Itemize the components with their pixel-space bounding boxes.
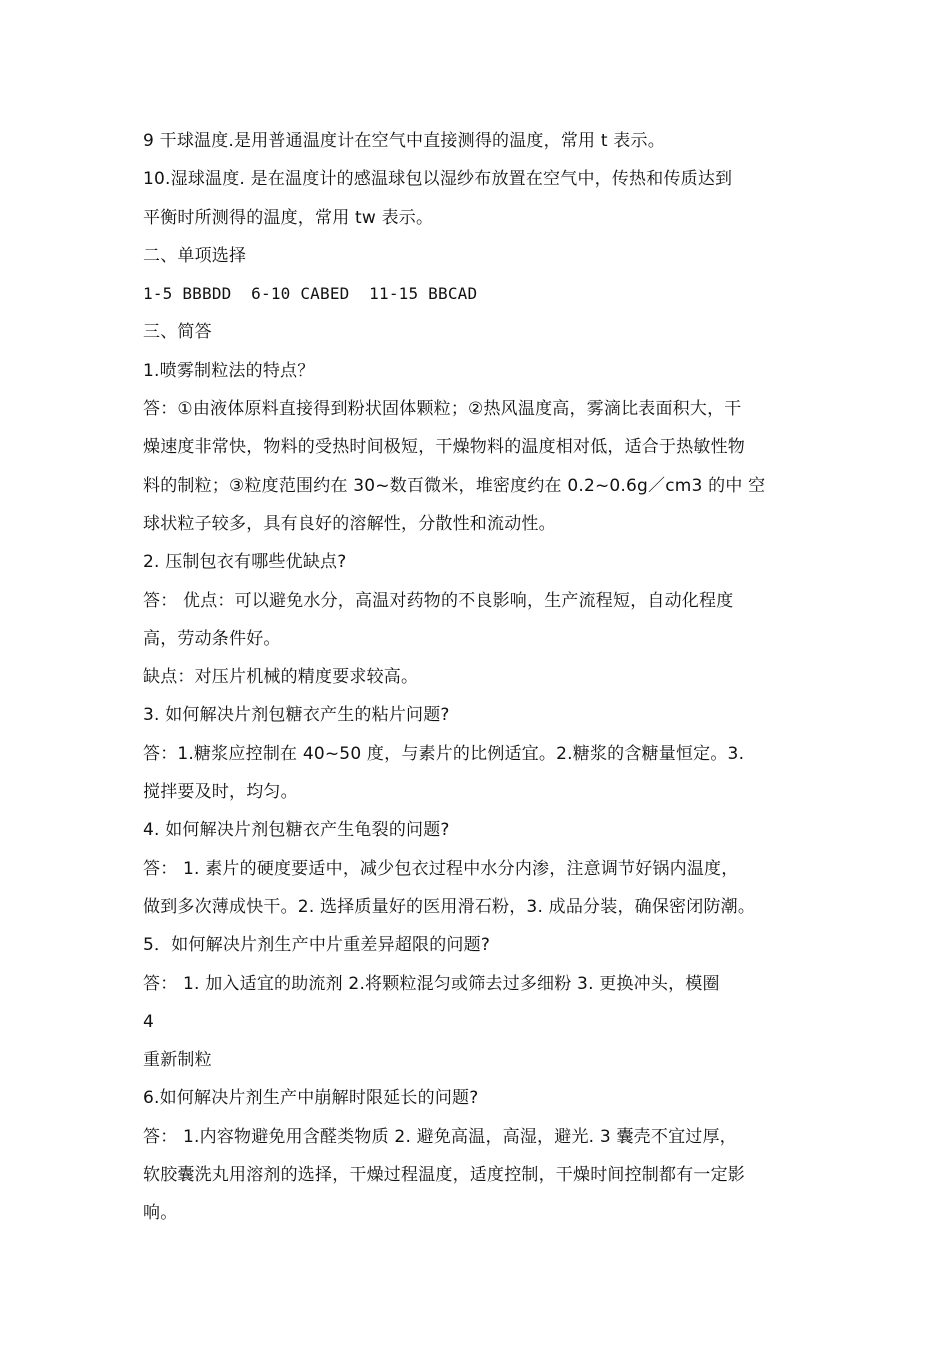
section-heading-short-answer: 三、简答 <box>143 322 212 343</box>
definition-dry-bulb: 9 干球温度.是用普通温度计在空气中直接测得的温度，常用 t 表示。 <box>143 131 665 151</box>
definition-wet-bulb-line-1: 10.湿球温度. 是在温度计的感温球包以湿纱布放置在空气中，传热和传质达到 <box>143 169 733 190</box>
answer-5-line-1: 答： 1. 加入适宜的助流剂 2.将颗粒混匀或筛去过多细粉 3. 更换冲头，模圈 <box>143 973 720 994</box>
answer-3-line-2: 搅拌要及时，均匀。 <box>143 782 298 803</box>
definition-wet-bulb-line-2: 平衡时所测得的温度，常用 tw 表示。 <box>143 207 434 228</box>
section-heading-single-choice: 二、单项选择 <box>143 245 247 266</box>
answer-6-line-2: 软胶囊洗丸用溶剂的选择，干燥过程温度，适度控制，干燥时间控制都有一定影 <box>143 1165 745 1186</box>
answer-4-line-1: 答： 1. 素片的硬度要适中，减少包衣过程中水分内渗，注意调节好锅内温度， <box>143 858 739 879</box>
question-3: 3. 如何解决片剂包糖衣产生的粘片问题? <box>143 705 450 726</box>
answer-5-line-2: 4 <box>143 1011 155 1032</box>
answer-2-line-1: 答： 优点：可以避免水分，高温对药物的不良影响，生产流程短，自动化程度 <box>143 590 734 611</box>
answer-3-line-1: 答：1.糖浆应控制在 40~50 度，与素片的比例适宜。2.糖浆的含糖量恒定。3. <box>143 743 745 764</box>
answer-1-line-2: 燥速度非常快，物料的受热时间极短，干燥物料的温度相对低，适合于热敏性物 <box>143 437 745 458</box>
question-4: 4. 如何解决片剂包糖衣产生龟裂的问题? <box>143 820 450 841</box>
answer-1-line-3: 料的制粒；③粒度范围约在 30~数百微米，堆密度约在 0.2~0.6g／cm3 的中 空 <box>143 475 766 496</box>
answer-1-line-1: 答：①由液体原料直接得到粉状固体颗粒；②热风温度高，雾滴比表面积大，干 <box>143 399 742 420</box>
answer-key: 1-5 BBBDD 6-10 CABED 11-15 BBCAD <box>143 284 478 304</box>
answer-6-line-1: 答： 1.内容物避免用含醛类物质 2. 避免高温，高湿，避光. 3 囊壳不宜过厚， <box>143 1126 737 1147</box>
answer-1-line-4: 球状粒子较多，具有良好的溶解性，分散性和流动性。 <box>143 513 556 534</box>
document-body <box>143 122 811 1233</box>
question-5: 5．如何解决片剂生产中片重差异超限的问题? <box>143 935 491 956</box>
answer-2-line-2: 高，劳动条件好。 <box>143 628 281 649</box>
question-6: 6.如何解决片剂生产中崩解时限延长的问题? <box>143 1088 479 1109</box>
question-1: 1.喷雾制粒法的特点？ <box>143 360 315 381</box>
answer-5-line-3: 重新制粒 <box>143 1050 212 1071</box>
answer-4-line-2: 做到多次薄成快干。2. 选择质量好的医用滑石粉，3. 成品分装，确保密闭防潮。 <box>143 896 756 917</box>
question-2: 2. 压制包衣有哪些优缺点? <box>143 552 347 573</box>
answer-2-line-3: 缺点：对压片机械的精度要求较高。 <box>143 667 419 688</box>
answer-6-line-3: 响。 <box>143 1203 178 1224</box>
